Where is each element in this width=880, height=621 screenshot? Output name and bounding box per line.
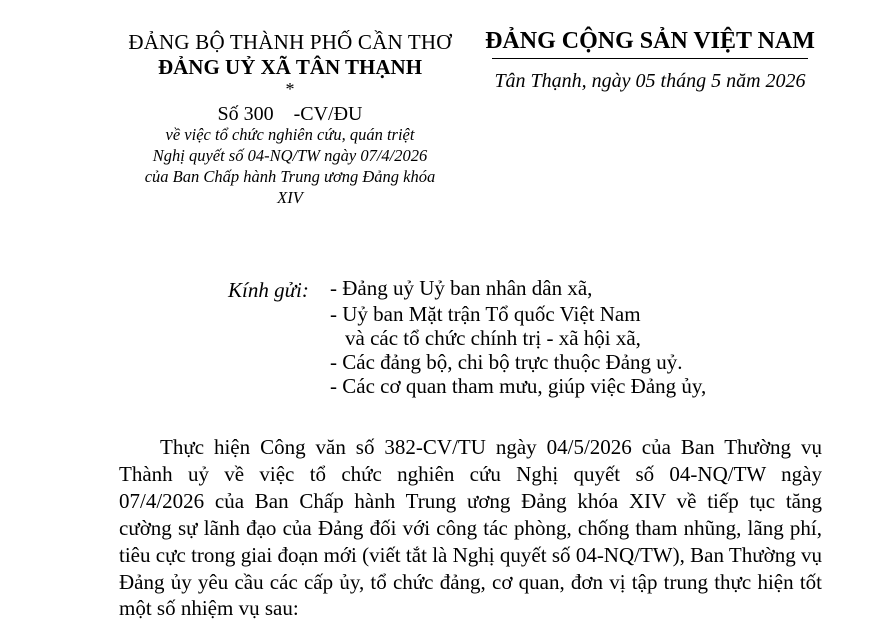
place-date: Tân Thạnh, ngày 05 tháng 5 năm 2026: [494, 70, 806, 92]
subject-line-3: của Ban Chấp hành Trung ương Đảng khóa: [144, 167, 436, 186]
recipient-item: - Các đảng bộ, chi bộ trực thuộc Đảng uỷ.: [330, 350, 683, 374]
recipient-item-continuation: và các tổ chức chính trị - xã hội xã,: [345, 326, 641, 350]
subject-line-2: Nghị quyết số 04-NQ/TW ngày 07/4/2026: [152, 146, 428, 165]
subject-line-1: về việc tổ chức nghiên cứu, quán triệt: [165, 125, 415, 144]
recipient-item: - Uỷ ban Mặt trận Tổ quốc Việt Nam: [330, 302, 641, 326]
body-line: Thực hiện Công văn số 382-CV/TU ngày 04/5/2026 của Ban Thường vụ: [160, 435, 822, 459]
party-name-underline: [492, 58, 808, 59]
subject-line-4: XIV: [277, 188, 303, 207]
recipient-item: - Các cơ quan tham mưu, giúp việc Đảng ủy,: [330, 374, 707, 398]
body-line: 07/4/2026 của Ban Chấp hành Trung ương Đảng khóa XIV về tiếp tục tăng: [119, 489, 822, 513]
body-line: Đảng ủy yêu cầu các cấp ủy, tổ chức đảng, cơ quan, đơn vị tập trung thực hiện tốt: [119, 570, 822, 594]
issuing-org: ĐẢNG UỶ XÃ TÂN THẠNH: [157, 55, 423, 79]
separator-star: *: [285, 79, 295, 99]
issuing-org-parent: ĐẢNG BỘ THÀNH PHỐ CẦN THƠ: [128, 30, 452, 54]
body-line: cường sự lãnh đạo của Đảng đối với công tác phòng, chống tham nhũng, lãng phí,: [119, 516, 822, 540]
document-number: Số 300 -CV/ĐU: [217, 103, 363, 125]
recipients-label: Kính gửi:: [228, 278, 309, 302]
party-name: ĐẢNG CỘNG SẢN VIỆT NAM: [485, 28, 815, 54]
recipient-item: - Đảng uỷ Uỷ ban nhân dân xã,: [330, 276, 593, 300]
body-line: Thành uỷ về việc tổ chức nghiên cứu Nghị quyết số 04-NQ/TW ngày: [119, 462, 822, 486]
body-line: tiêu cực trong giai đoạn mới (viết tắt là Nghị quyết số 04-NQ/TW), Ban Thường vụ: [119, 543, 822, 567]
body-line: một số nhiệm vụ sau:: [119, 596, 299, 620]
